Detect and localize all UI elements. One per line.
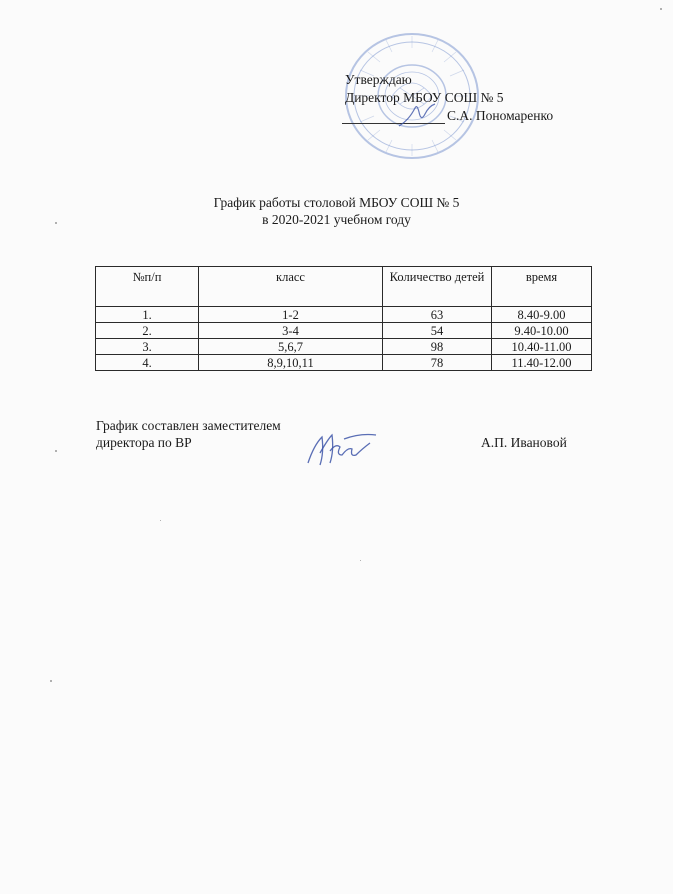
scan-speck — [160, 520, 161, 521]
doc-title-line1: График работы столовой МБОУ СОШ № 5 — [213, 195, 460, 210]
table-row — [96, 323, 592, 339]
cell-time: 10.40-11.00 — [492, 339, 592, 355]
schedule-table — [95, 266, 592, 371]
table-header-row — [96, 267, 592, 307]
deputy-signature — [300, 425, 380, 470]
header-number: №п/п — [96, 267, 199, 307]
cell-count: 98 — [383, 339, 492, 355]
cell-number: 1. — [96, 307, 199, 323]
cell-count: 63 — [383, 307, 492, 323]
doc-title-line2: в 2020-2021 учебном году — [262, 212, 411, 227]
cell-class: 8,9,10,11 — [199, 355, 383, 371]
table-row — [96, 355, 592, 371]
header-class: класс — [199, 267, 383, 307]
scan-speck — [55, 222, 57, 224]
scan-speck — [360, 560, 361, 561]
cell-class: 3-4 — [199, 323, 383, 339]
cell-count: 54 — [383, 323, 492, 339]
scan-speck — [55, 450, 57, 452]
scan-speck — [50, 680, 52, 682]
cell-time: 8.40-9.00 — [492, 307, 592, 323]
cell-number: 3. — [96, 339, 199, 355]
approval-signer: С.А. Пономаренко — [447, 108, 554, 123]
scan-speck — [660, 8, 662, 10]
footer-line2: директора по ВР — [96, 435, 192, 450]
director-signature — [395, 100, 440, 130]
header-time: время — [492, 267, 592, 307]
footer-line1: График составлен заместителем — [96, 418, 281, 433]
header-children-count: Количество детей — [383, 267, 492, 307]
approval-title: Утверждаю — [345, 72, 412, 87]
cell-time: 9.40-10.00 — [492, 323, 592, 339]
cell-number: 4. — [96, 355, 199, 371]
table-row — [96, 307, 592, 323]
cell-count: 78 — [383, 355, 492, 371]
cell-number: 2. — [96, 323, 199, 339]
table-row — [96, 339, 592, 355]
approval-position: Директор МБОУ СОШ № 5 — [345, 90, 504, 105]
cell-class: 5,6,7 — [199, 339, 383, 355]
footer-signer: А.П. Ивановой — [481, 435, 567, 450]
cell-class: 1-2 — [199, 307, 383, 323]
cell-time: 11.40-12.00 — [492, 355, 592, 371]
